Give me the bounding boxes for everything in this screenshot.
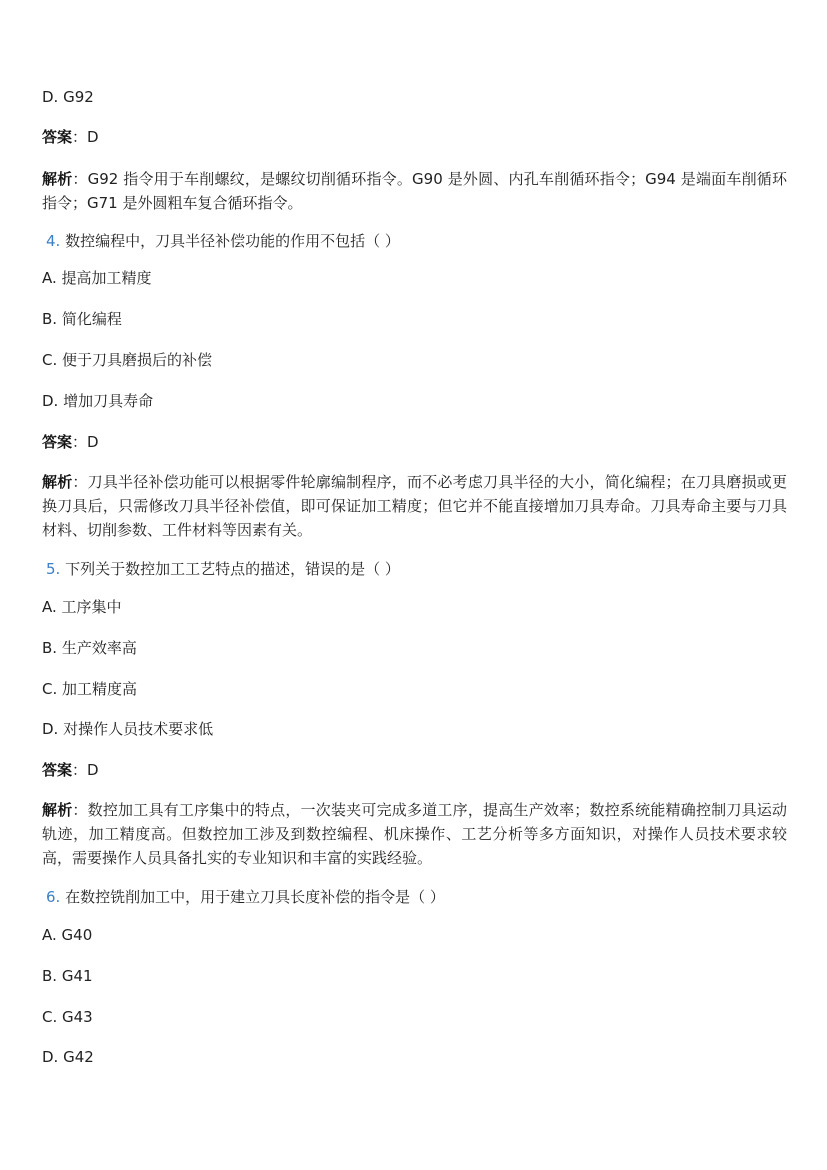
analysis-text: ：刀具半径补偿功能可以根据零件轮廓编制程序，而不必考虑刀具半径的大小，简化编程；在刀具磨损或更换刀具后，只需修改刀具半径补偿值，即可保证加工精度；但它并不能直接增加刀具寿命。刀具寿命主要与刀具材料、切削参数、工件材料等因素有关。 [42,473,787,539]
q3-option-d: D. G92 [42,88,94,106]
question-text: 在数控铣削加工中，用于建立刀具长度补偿的指令是（ ） [60,888,445,906]
q6-option-b: B. G41 [42,967,93,985]
q4-option-a: A. 提高加工精度 [42,269,152,287]
answer-value: ：D [72,128,99,146]
q5-answer [42,758,99,782]
question-number: 5. [46,560,61,578]
question-number: 6. [46,888,61,906]
analysis-label: 解析 [42,170,73,188]
q6-option-a: A. G40 [42,926,93,944]
analysis-label: 解析 [42,801,73,819]
q4-option-b: B. 简化编程 [42,310,122,328]
answer-value: ：D [72,761,99,779]
answer-value: ：D [72,433,99,451]
q5-option-b: B. 生产效率高 [42,639,137,657]
q4-answer [42,430,99,454]
question-text: 下列关于数控加工工艺特点的描述，错误的是（ ） [60,560,400,578]
q4-option-d: D. 增加刀具寿命 [42,392,154,410]
analysis-label: 解析 [42,473,73,491]
analysis-text: ：G92 指令用于车削螺纹，是螺纹切削循环指令。G90 是外圆、内孔车削循环指令；G94 是端面车削循环指令；G71 是外圆粗车复合循环指令。 [42,170,787,212]
q6-option-c: C. G43 [42,1008,93,1026]
q6-stem [42,885,445,909]
q4-option-c: C. 便于刀具磨损后的补偿 [42,351,213,369]
q5-option-c: C. 加工精度高 [42,680,138,698]
q4-stem [42,229,400,253]
q6-option-d: D. G42 [42,1048,94,1066]
analysis-text: ：数控加工具有工序集中的特点，一次装夹可完成多道工序，提高生产效率；数控系统能精确控制刀具运动轨迹，加工精度高。但数控加工涉及到数控编程、机床操作、工艺分析等多方面知识，对操作人员技术要求较高，需要操作人员具备扎实的专业知识和丰富的实践经验。 [42,801,787,867]
answer-label: 答案 [42,433,73,451]
question-text: 数控编程中，刀具半径补偿功能的作用不包括（ ） [60,232,400,250]
q5-option-a: A. 工序集中 [42,598,122,616]
q5-option-d: D. 对操作人员技术要求低 [42,720,214,738]
answer-label: 答案 [42,128,73,146]
q5-stem [42,557,400,581]
question-number: 4. [46,232,61,250]
q3-analysis [42,167,787,215]
q3-answer [42,125,99,149]
answer-label: 答案 [42,761,73,779]
q4-analysis [42,470,787,542]
q5-analysis [42,798,787,870]
